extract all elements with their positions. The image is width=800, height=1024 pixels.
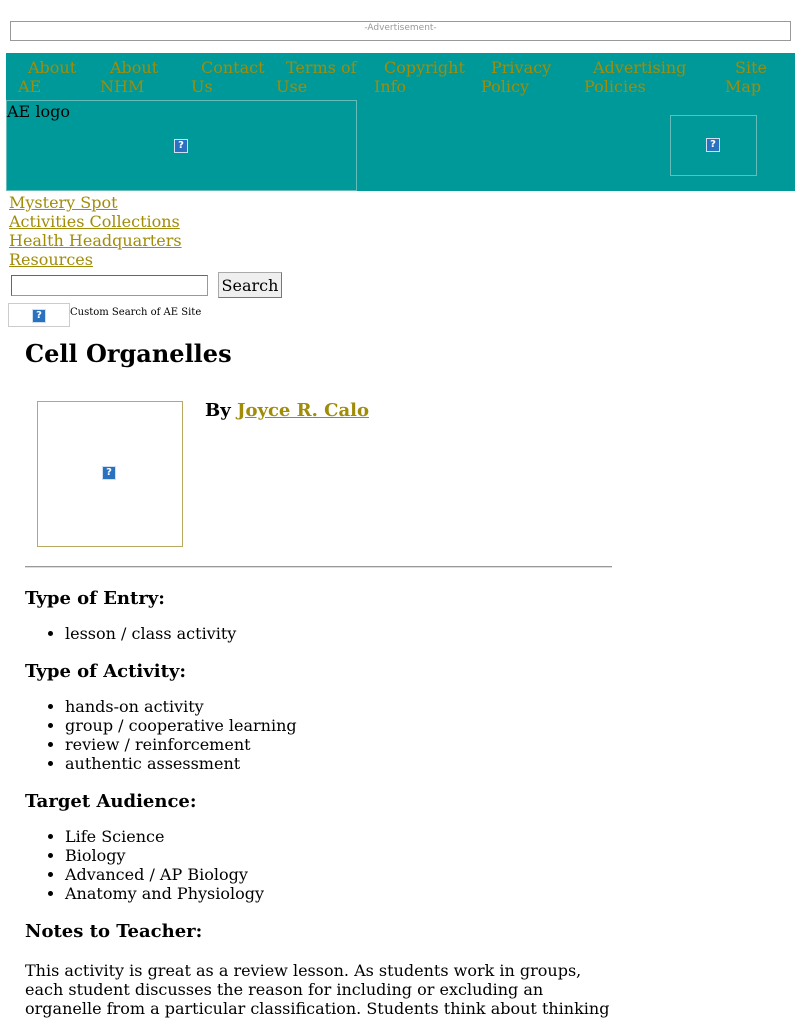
search-button[interactable]: Search <box>218 272 282 298</box>
article <box>25 338 612 1018</box>
target-audience-list <box>25 827 612 903</box>
type-of-activity-list <box>25 697 612 773</box>
ae-logo[interactable] <box>6 100 357 191</box>
sidenav-mystery-spot[interactable]: Mystery Spot <box>9 193 118 212</box>
byline <box>205 400 369 421</box>
broken-image-icon: ? <box>174 139 188 153</box>
sidenav-health-headquarters[interactable]: Health Headquarters <box>9 231 182 250</box>
list-item: • Advanced / AP Biology <box>65 865 612 884</box>
type-of-entry-list <box>25 624 612 643</box>
page-title: Cell Organelles <box>25 339 232 368</box>
notes-to-teacher-text: This activity is great as a review lesson. As students work in groups, each student discusses the reason for including or excluding an organelle from a particular classification. Students think about thinking <box>25 961 610 1018</box>
list-item: • authentic assessment <box>65 754 612 773</box>
broken-image-icon: ? <box>32 309 46 323</box>
sidenav-resources[interactable]: Resources <box>9 250 93 269</box>
sidenav-activities-collections[interactable]: Activities Collections <box>9 212 180 231</box>
section-heading-type-of-activity: Type of Activity: <box>25 661 186 682</box>
broken-image-icon: ? <box>706 138 720 152</box>
search-input[interactable] <box>11 275 208 296</box>
broken-image-icon: ? <box>102 466 116 480</box>
section-navigation <box>9 193 182 269</box>
advertisement-banner[interactable] <box>10 21 791 41</box>
list-item: • Life Science <box>65 827 612 846</box>
list-item: • lesson / class activity <box>65 624 612 643</box>
top-navigation: About AE About NHM Contact Us Terms of Use Copyright Info Privacy Policy Advertising Policies Site Map <box>18 58 767 96</box>
divider <box>25 566 612 568</box>
list-item: • Biology <box>65 846 612 865</box>
list-item: • group / cooperative learning <box>65 716 612 735</box>
logo-alt-text: AE logo <box>7 102 70 121</box>
section-heading-notes-to-teacher: Notes to Teacher: <box>25 921 203 942</box>
list-item: • Anatomy and Physiology <box>65 884 612 903</box>
custom-search-logo <box>8 303 70 327</box>
list-item: • hands-on activity <box>65 697 612 716</box>
author-link[interactable]: Joyce R. Calo <box>236 400 369 421</box>
section-heading-type-of-entry: Type of Entry: <box>25 588 165 609</box>
section-heading-target-audience: Target Audience: <box>25 791 197 812</box>
custom-search-label: Custom Search of AE Site <box>70 307 202 318</box>
list-item: • review / reinforcement <box>65 735 612 754</box>
author-photo <box>37 401 183 547</box>
article-sections <box>25 588 612 1018</box>
advertisement-label: -Advertisement- <box>364 23 437 33</box>
site-header <box>6 53 795 191</box>
header-banner-image[interactable] <box>670 115 757 176</box>
by-label: By <box>205 400 231 421</box>
